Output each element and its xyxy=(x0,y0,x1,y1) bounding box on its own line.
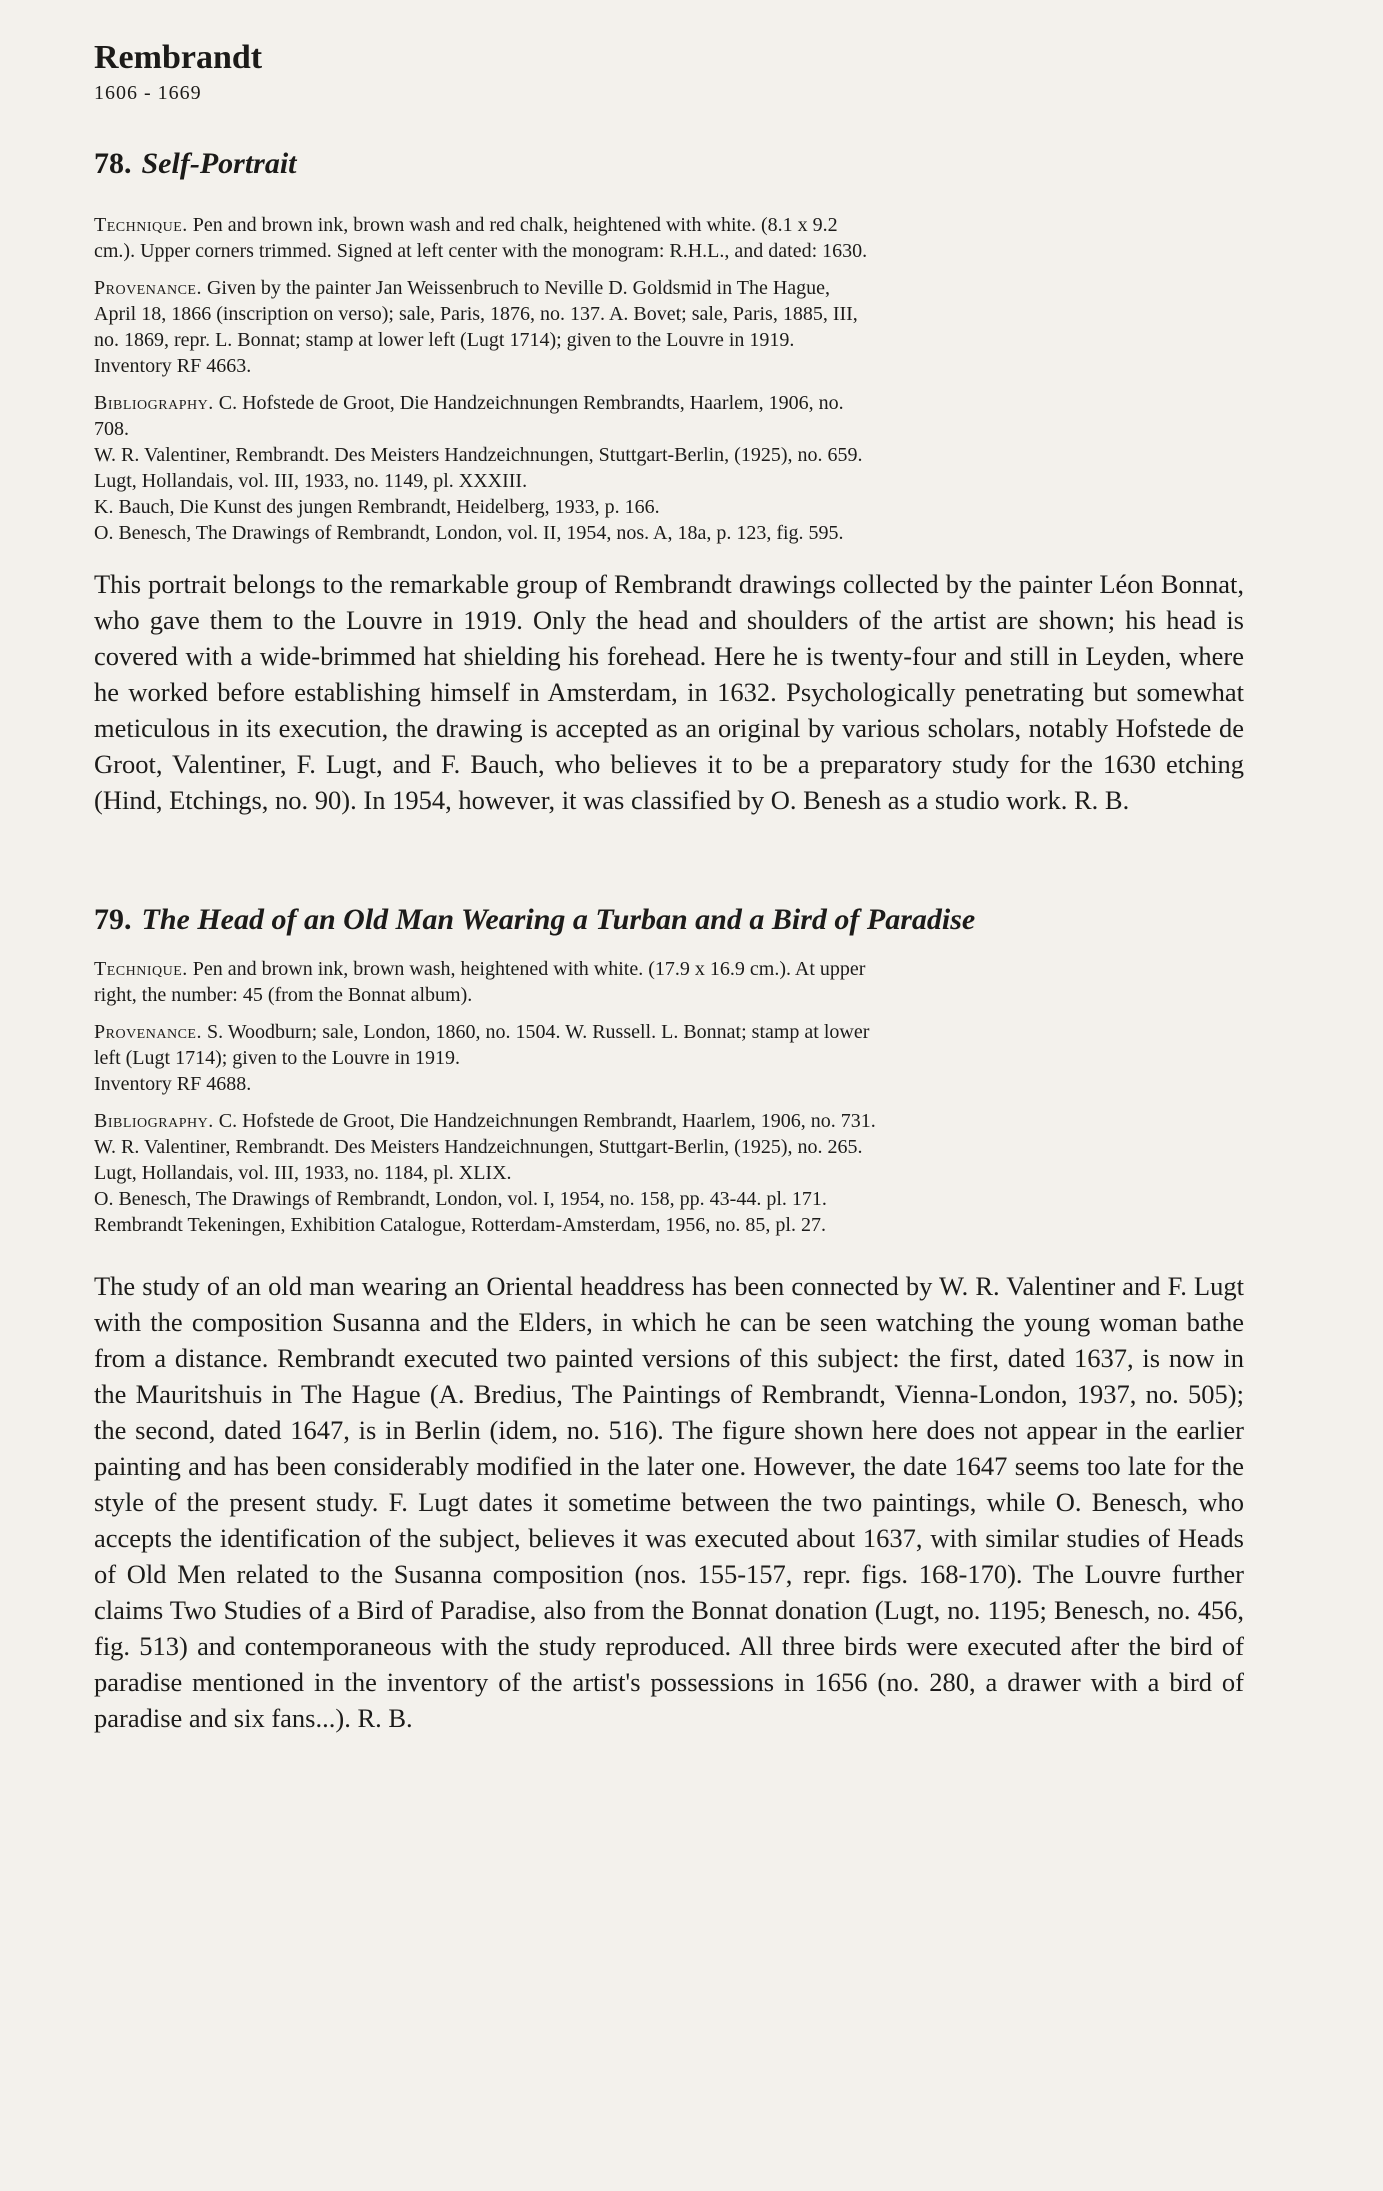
bibliography-entry: Rembrandt Tekeningen, Exhibition Catalogue, Rotterdam-Amsterdam, 1956, no. 85, pl. 27. xyxy=(94,1214,826,1236)
artist-dates: 1606 - 1669 xyxy=(94,82,202,104)
bibliography-label: Bibliography. xyxy=(94,392,214,414)
entry-commentary xyxy=(94,1268,1244,1736)
provenance-section xyxy=(94,275,876,353)
technique-section xyxy=(94,956,876,1008)
document-page xyxy=(94,38,1244,1736)
entry-number: 79. xyxy=(94,903,132,936)
entry-title xyxy=(94,900,1244,940)
bibliography-entry: W. R. Valentiner, Rembrandt. Des Meisters Handzeichnungen, Stuttgart-Berlin, (1925), no. 659. xyxy=(94,444,863,466)
provenance-label: Provenance. xyxy=(94,1021,202,1043)
provenance-section xyxy=(94,1019,876,1071)
technique-label: Technique. xyxy=(94,958,188,980)
catalogue-entry-79 xyxy=(94,900,1244,1736)
inventory-number: Inventory RF 4663. xyxy=(94,355,252,377)
catalogue-entry-78 xyxy=(94,144,1244,818)
commentary-paragraph: The study of an old man wearing an Oriental headdress has been connected by W. R. Valentiner and F. Lugt with the composition Susanna and the Elders, in which he can be seen watching the young woman bathe from a distance. Rembrandt executed two painted versions of this subject: the first, dated 1637, is now in the Mauritshuis in The Hague (A. Bredius, The Paintings of Rembrandt, Vienna-London, 1937, no. 505); the second, dated 1647, is in Berlin (idem, no. 516). The figure shown here does not appear in the earlier painting and has been considerably modified in the later one. However, the date 1647 seems too late for the style of the present study. F. Lugt dates it sometime between the two paintings, while O. Benesch, who accepts the identification of the subject, believes it was executed about 1637, with similar studies of Heads of Old Men related to the Susanna composition (nos. 155-157, repr. figs. 168-170). The Louvre further claims Two Studies of a Bird of Paradise, also from the Bonnat donation (Lugt, no. 1195; Benesch, no. 456, fig. 513) and contemporaneous with the study reproduced. All three birds were executed after the bird of paradise mentioned in the inventory of the artist's possessions in 1656 (no. 280, a drawer with a bird of paradise and six fans...). R. B. xyxy=(94,1271,1244,1733)
technique-text: Pen and brown ink, brown wash and red chalk, heightened with white. (8.1 x 9.2 cm.). Upper corners trimmed. Signed at left center with the monogram: R.H.L., and dated: 1630. xyxy=(94,214,868,262)
bibliography-entry: Bibliography. C. Hofstede de Groot, Die Handzeichnungen Rembrandt, Haarlem, 1906, no. 731. xyxy=(94,1110,876,1132)
bibliography-entry: W. R. Valentiner, Rembrandt. Des Meisters Handzeichnungen, Stuttgart-Berlin, (1925), no. 265. xyxy=(94,1136,863,1158)
inventory-number: Inventory RF 4688. xyxy=(94,1073,252,1095)
bibliography-entry: O. Benesch, The Drawings of Rembrandt, London, vol. I, 1954, no. 158, pp. 43-44. pl. 171. xyxy=(94,1188,827,1210)
entry-notes xyxy=(94,212,876,546)
bibliography-entry: Lugt, Hollandais, vol. III, 1933, no. 1184, pl. XLIX. xyxy=(94,1162,512,1184)
bibliography-entry: Bibliography. C. Hofstede de Groot, Die Handzeichnungen Rembrandts, Haarlem, 1906, no. 708. xyxy=(94,392,844,440)
provenance-text: Given by the painter Jan Weissenbruch to Neville D. Goldsmid in The Hague, April 18, 1866 (inscription on verso); sale, Paris, 1876, no. 137. A. Bovet; sale, Paris, 1885, III, no. 1869, repr. L. Bonnat; stamp at lower left (Lugt 1714); given to the Louvre in 1919. xyxy=(94,277,858,351)
entry-title-text: Self-Portrait xyxy=(141,147,297,180)
artist-name: Rembrandt xyxy=(94,39,263,76)
bibliography-label: Bibliography. xyxy=(94,1110,214,1132)
commentary-paragraph: This portrait belongs to the remarkable group of Rembrandt drawings collected by the painter Léon Bonnat, who gave them to the Louvre in 1919. Only the head and shoulders of the artist are shown; his head is covered with a wide-brimmed hat shielding his forehead. Here he is twenty-four and still in Leyden, where he worked before establishing himself in Amsterdam, in 1632. Psychologically penetrating but somewhat meticulous in its execution, the drawing is accepted as an original by various scholars, notably Hofstede de Groot, Valentiner, F. Lugt, and F. Bauch, who believes it to be a preparatory study for the 1630 etching (Hind, Etchings, no. 90). In 1954, however, it was classified by O. Benesh as a studio work. R. B. xyxy=(94,569,1244,815)
entry-notes xyxy=(94,956,876,1238)
entry-commentary xyxy=(94,566,1244,818)
technique-text: Pen and brown ink, brown wash, heightened with white. (17.9 x 16.9 cm.). At upper right, the number: 45 (from the Bonnat album). xyxy=(94,958,866,1006)
bibliography-entry: O. Benesch, The Drawings of Rembrandt, London, vol. II, 1954, nos. A, 18a, p. 123, fig. 595. xyxy=(94,522,844,544)
bibliography-entry: K. Bauch, Die Kunst des jungen Rembrandt, Heidelberg, 1933, p. 166. xyxy=(94,496,660,518)
entry-title xyxy=(94,144,1244,184)
technique-label: Technique. xyxy=(94,214,188,236)
entry-title-text: The Head of an Old Man Wearing a Turban and a Bird of Paradise xyxy=(141,903,976,936)
provenance-label: Provenance. xyxy=(94,277,202,299)
provenance-text: S. Woodburn; sale, London, 1860, no. 1504. W. Russell. L. Bonnat; stamp at lower left (Lugt 1714); given to the Louvre in 1919. xyxy=(94,1021,870,1069)
technique-section xyxy=(94,212,876,264)
bibliography-entry: Lugt, Hollandais, vol. III, 1933, no. 1149, pl. XXXIII. xyxy=(94,470,528,492)
entry-number: 78. xyxy=(94,147,132,180)
